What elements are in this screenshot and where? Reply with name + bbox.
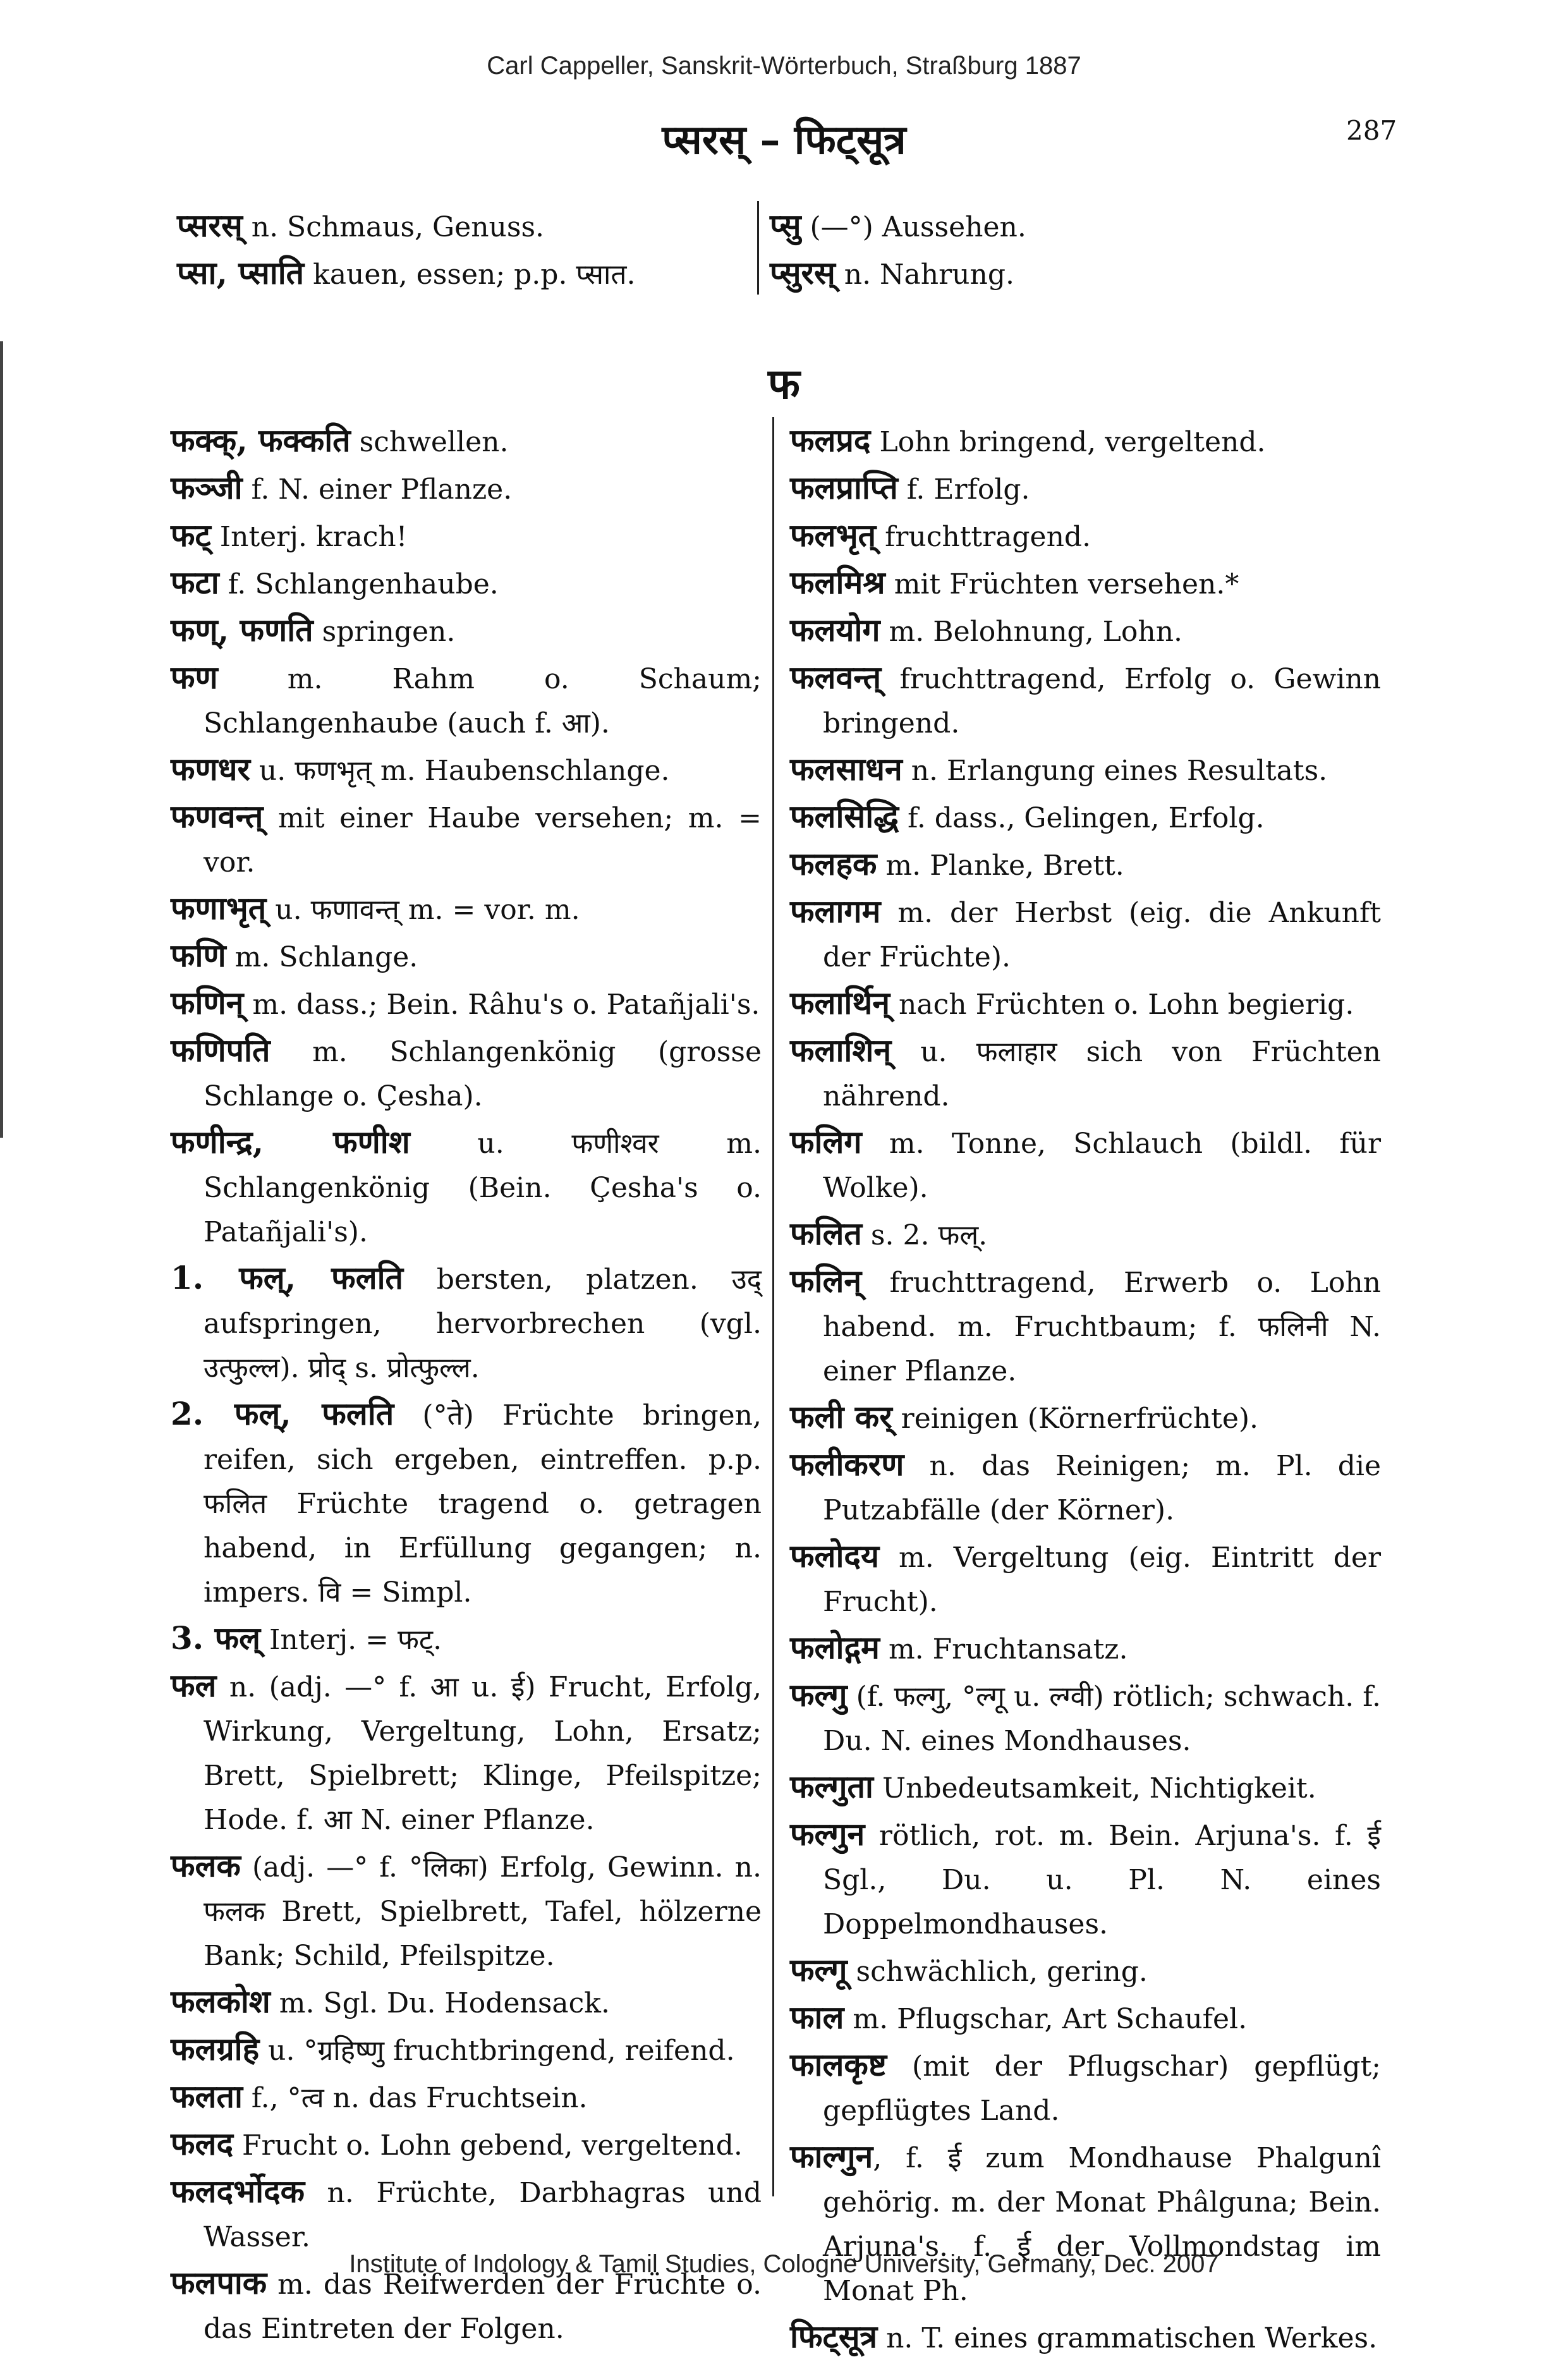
- entry: [790, 2043, 1381, 2133]
- definition: f. Erfolg.: [897, 473, 1030, 506]
- headword: फलीकरण: [790, 1446, 904, 1483]
- definition: Frucht o. Lohn gebend, vergeltend.: [233, 2129, 743, 2162]
- definition: n. Erlangung eines Resultats.: [902, 755, 1328, 787]
- definition: (°ते) Früchte bringen, reifen, sich ergeben, eintreffen. p.p. फलित Früchte tragend o. getragen habend, in Erfüllung gegangen; n. impers. वि = Simpl.: [204, 1399, 762, 1609]
- headword: फणि: [171, 937, 226, 974]
- entry: [171, 1664, 762, 1842]
- definition: n. Früchte, Darbhagras und Wasser.: [204, 2177, 762, 2253]
- entry: [171, 513, 762, 559]
- entry: [790, 794, 1381, 841]
- definition: n. Nahrung.: [835, 259, 1014, 291]
- headword: फलप्राप्ति: [790, 469, 898, 506]
- headword: प्सुरस्: [770, 254, 836, 291]
- entry: [177, 251, 746, 297]
- source-note: Carl Cappeller, Sanskrit-Wörterbuch, Straßburg 1887: [487, 52, 1081, 80]
- definition: f., °त्व n. das Fruchtsein.: [242, 2082, 588, 2114]
- definition: kauen, essen; p.p. प्सात.: [304, 259, 636, 291]
- entry: [171, 747, 762, 793]
- page-number: 287: [1346, 115, 1397, 146]
- definition: (—°) Aussehen.: [801, 211, 1026, 243]
- left-column: [171, 418, 762, 2353]
- headword: फटा: [171, 564, 219, 601]
- headword: फट्: [171, 516, 211, 554]
- entry: [790, 1259, 1381, 1394]
- definition: schwellen.: [350, 426, 509, 458]
- headword: फलता: [171, 2078, 243, 2115]
- entry: [790, 1028, 1381, 1119]
- definition: n. T. eines grammatischen Werkes.: [877, 2322, 1378, 2354]
- entry: [790, 1626, 1381, 1672]
- headword: फलिग: [790, 1123, 862, 1160]
- definition: m. der Herbst (eig. die Ankunft der Früchte).: [823, 897, 1381, 973]
- headword: फालकृष्ट: [790, 2046, 887, 2083]
- definition: m. das Reifwerden der Früchte o. das Eintreten der Folgen.: [204, 2268, 762, 2345]
- entry: [171, 2074, 762, 2121]
- headword: फलग्रहि: [171, 2030, 260, 2067]
- headword: फलित: [790, 1215, 862, 1252]
- column-divider: [757, 201, 759, 295]
- headword: फलवन्त्: [790, 659, 882, 696]
- definition: springen.: [313, 616, 456, 648]
- headword: फलोदय: [790, 1537, 879, 1574]
- headword: फलक: [171, 1847, 241, 1884]
- definition: nach Früchten o. Lohn begierig.: [890, 989, 1354, 1021]
- definition: m. Rahm o. Schaum; Schlangenhaube (auch f. आ).: [204, 663, 762, 740]
- headword: फलकोश: [171, 1983, 270, 2020]
- entry: [790, 655, 1381, 746]
- definition: m. Tonne, Schlauch (bildl. für Wolke).: [823, 1128, 1381, 1204]
- entry: [790, 981, 1381, 1027]
- entry: [171, 2122, 762, 2168]
- definition: mit einer Haube versehen; m. = vor.: [204, 802, 762, 879]
- headword: फलयोग: [790, 611, 880, 648]
- entry: [171, 981, 762, 1027]
- entry: [171, 794, 762, 885]
- entry: [770, 204, 1339, 250]
- entry: [790, 513, 1381, 559]
- top-right-entries: [770, 204, 1339, 298]
- headword: फली कर्: [790, 1398, 892, 1435]
- definition: n. das Reinigen; m. Pl. die Putzabfälle (der Körner).: [823, 1450, 1381, 1526]
- entry: [790, 418, 1381, 465]
- entry: [171, 655, 762, 746]
- definition: bersten, platzen. उद् aufspringen, hervorbrechen (vgl. उत्फुल्ल). प्रोद् s. प्रोत्फुल्ल.: [204, 1263, 762, 1384]
- definition: (adj. —° f. °लिका) Erfolg, Gewinn. n. फलक Brett, Spielbrett, Tafel, hölzerne Bank; Schild, Pfeilspitze.: [204, 1851, 762, 1972]
- entry: [171, 1980, 762, 2026]
- headword: फणाभृत्: [171, 889, 267, 927]
- definition: n. Schmaus, Genuss.: [242, 211, 545, 243]
- definition: m. Schlange.: [226, 941, 418, 973]
- entry: [171, 1256, 762, 1391]
- headword: फलप्रद: [790, 422, 871, 459]
- headword: फणधर: [171, 750, 250, 788]
- entry: [790, 561, 1381, 607]
- headword: फल्गुन: [790, 1815, 865, 1853]
- definition: u. फलाहार sich von Früchten nährend.: [823, 1036, 1381, 1112]
- headword: फलसिद्धि: [790, 798, 899, 835]
- definition: m. Planke, Brett.: [877, 849, 1124, 882]
- entry: [790, 1395, 1381, 1441]
- entry: [171, 886, 762, 932]
- definition: Lohn bringend, vergeltend.: [870, 426, 1266, 458]
- margin-line: [0, 341, 3, 1138]
- definition: reinigen (Körnerfrüchte).: [892, 1403, 1259, 1435]
- entry: [171, 2169, 762, 2260]
- column-divider: [772, 417, 774, 2196]
- entry: [171, 1392, 762, 1615]
- definition: Interj. krach!: [210, 521, 408, 553]
- entry: [790, 1995, 1381, 2042]
- headword: 3. फल्: [171, 1619, 261, 1657]
- entry: [790, 1673, 1381, 1763]
- headword: फलोद्गम: [790, 1629, 880, 1666]
- definition: Interj. = फट्.: [260, 1624, 442, 1656]
- entry: [171, 1120, 762, 1255]
- entry: [790, 2134, 1381, 2313]
- headword: फलद: [171, 2125, 233, 2162]
- definition: m. dass.; Bein. Râhu's o. Patañjali's.: [243, 989, 760, 1021]
- definition: u. फणावन्त् m. = vor. m.: [266, 894, 580, 926]
- entry: [171, 934, 762, 980]
- headword: फक्क्, फक्कति: [171, 422, 351, 459]
- definition: u. फणीश्वर m. Schlangenkönig (Bein. Çesha's o. Patañjali's).: [204, 1128, 762, 1248]
- entry: [171, 466, 762, 512]
- headword: फल्गु: [790, 1676, 848, 1714]
- definition: m. Sgl. Du. Hodensack.: [270, 1987, 610, 2019]
- entry: [790, 2315, 1381, 2361]
- headword: फण्, फणति: [171, 611, 313, 648]
- entry: [171, 418, 762, 465]
- definition: fruchttragend, Erfolg o. Gewinn bringend.: [823, 663, 1381, 740]
- entry: [790, 1212, 1381, 1258]
- entry: [790, 842, 1381, 888]
- definition: mit Früchten versehen.*: [885, 568, 1239, 600]
- headword: फलसाधन: [790, 750, 903, 788]
- headword: फलदर्भोदक: [171, 2172, 305, 2210]
- definition: Unbedeutsamkeit, Nichtigkeit.: [873, 1772, 1316, 1805]
- headword: फणवन्त्: [171, 798, 264, 835]
- definition: s. 2. फल्.: [861, 1219, 988, 1251]
- headword: फल्गू: [790, 1951, 848, 1988]
- definition: f. N. einer Pflanze.: [242, 473, 513, 506]
- entry: [770, 251, 1339, 297]
- headword: फणिपति: [171, 1032, 270, 1069]
- entry: [790, 747, 1381, 793]
- entry: [177, 204, 746, 250]
- headword: प्सु: [770, 207, 801, 244]
- entry: [790, 1948, 1381, 1994]
- definition: u. फणभृत् m. Haubenschlange.: [250, 755, 670, 787]
- entry: [790, 889, 1381, 980]
- headword: 2. फल्, फलति: [171, 1395, 394, 1432]
- definition: m. Vergeltung (eig. Eintritt der Frucht).: [823, 1542, 1381, 1618]
- definition: schwächlich, gering.: [847, 1956, 1148, 1988]
- headword: फलमिश्र: [790, 564, 885, 601]
- headword: फल: [171, 1667, 217, 1704]
- entry: [171, 1844, 762, 1978]
- definition: f. dass., Gelingen, Erfolg.: [899, 802, 1265, 834]
- entry: [790, 1534, 1381, 1624]
- headword: प्सा, प्साति: [177, 254, 305, 291]
- entry: [171, 561, 762, 607]
- entry: [790, 1765, 1381, 1811]
- entry: [790, 466, 1381, 512]
- headword: फाल: [790, 1999, 844, 2036]
- entry: [171, 1028, 762, 1119]
- institution-note: Institute of Indology & Tamil Studies, Cologne University, Germany, Dec. 2007: [349, 2250, 1219, 2278]
- headword: फञ्जी: [171, 469, 243, 506]
- entry: [171, 2027, 762, 2073]
- entry: [790, 1442, 1381, 1533]
- headword: फणीन्द्र, फणीश: [171, 1123, 410, 1160]
- headword: फलभृत्: [790, 516, 877, 554]
- headword: फलाशिन्: [790, 1032, 892, 1069]
- headword: फिट्सूत्र: [790, 2318, 878, 2355]
- entry: [171, 608, 762, 654]
- definition: fruchttragend.: [876, 521, 1091, 553]
- definition: u. °ग्रहिष्णु fruchtbringend, reifend.: [259, 2035, 735, 2067]
- definition: , f. ई zum Mondhause Phalgunî gehörig. m. der Monat Phâlguna; Bein. Arjuna's. f. ई der Vollmondstag im Monat Ph.: [823, 2142, 1381, 2307]
- headword: फण: [171, 659, 218, 696]
- definition: fruchttragend, Erwerb o. Lohn habend. m. Fruchtbaum; f. फलिनी N. einer Pflanze.: [823, 1267, 1381, 1387]
- definition: m. Pflugschar, Art Schaufel.: [844, 2003, 1248, 2035]
- entry: [790, 1812, 1381, 1947]
- entry: [171, 1616, 762, 1662]
- definition: f. Schlangenhaube.: [219, 568, 499, 600]
- headword: फलहक: [790, 845, 877, 882]
- entry: [790, 608, 1381, 654]
- definition: n. (adj. —° f. आ u. ई) Frucht, Erfolg, Wirkung, Vergeltung, Lohn, Ersatz; Brett, Spielbrett; Klinge, Pfeilspitze; Hode. f. आ N. einer Pflanze.: [204, 1671, 762, 1836]
- headword: 1. फल्, फलति: [171, 1259, 404, 1296]
- definition: (f. फल्गु, °ल्गू u. ल्ग्वी) rötlich; schwach. f. Du. N. eines Mondhauses.: [823, 1681, 1381, 1757]
- headword: फलिन्: [790, 1262, 862, 1300]
- letter-heading: फ: [768, 359, 800, 408]
- definition: m. Schlangenkönig (grosse Schlange o. Çesha).: [204, 1036, 762, 1112]
- headword: फल्गुता: [790, 1768, 873, 1805]
- definition: m. Fruchtansatz.: [879, 1633, 1128, 1665]
- definition: (mit der Pflugschar) gepflügt; gepflügtes Land.: [823, 2050, 1381, 2127]
- definition: m. Belohnung, Lohn.: [880, 616, 1183, 648]
- definition: rötlich, rot. m. Bein. Arjuna's. f. ई Sgl., Du. u. Pl. N. eines Doppelmondhauses.: [823, 1820, 1381, 1940]
- headword: प्सरस्: [177, 207, 243, 244]
- headword: फणिन्: [171, 984, 244, 1021]
- entry: [790, 1120, 1381, 1210]
- top-left-entries: [177, 204, 746, 298]
- running-head: प्सरस् – फिट्सूत्र: [662, 116, 906, 164]
- headword: फलपाक: [171, 2264, 267, 2301]
- headword: फलार्थिन्: [790, 984, 890, 1021]
- headword: फाल्गुन: [790, 2138, 873, 2175]
- headword: फलागम: [790, 892, 881, 930]
- right-column: [790, 418, 1381, 2362]
